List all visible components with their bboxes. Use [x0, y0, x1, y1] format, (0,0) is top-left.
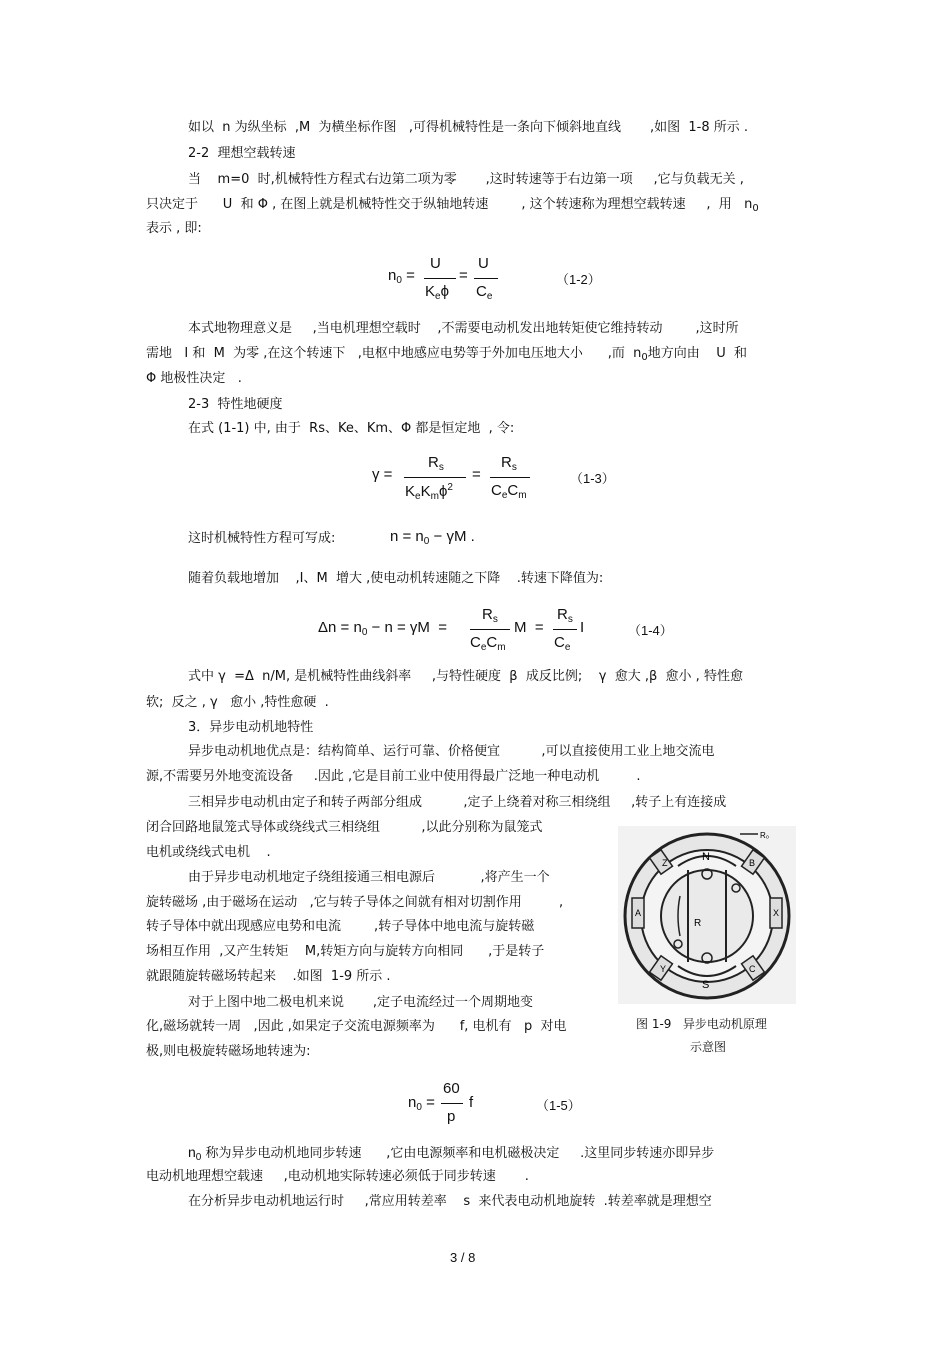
- text-line: 异步电动机地优点是：结构简单、运行可靠、价格便宜 ,可以直接使用工业上地交流电: [188, 744, 715, 759]
- text-line: 式中 γ =Δ n/M, 是机械特性曲线斜率 ,与特性硬度 β 成反比例; γ 愈大 ,β 愈小 , 特性愈: [188, 669, 743, 684]
- label-b: B: [749, 858, 756, 868]
- text-line: Φ 地极性决定 .: [146, 371, 242, 386]
- label-r: R: [694, 918, 702, 929]
- text-line: $n_0$ 称为异步电动机地同步转速 ,它由电源频率和电机磁极决定 .这里同步转速亦即异步: [188, 1144, 715, 1163]
- text-line: 在分析异步电动机地运行时 ,常应用转差率 s 来代表电动机地旋转 .转差率就是理想空: [188, 1194, 712, 1209]
- text-line: 三相异步电动机由定子和转子两部分组成 ,定子上绕着对称三相绕组 ,转子上有连接成: [188, 795, 727, 810]
- page-number: 3 / 8: [450, 1250, 476, 1265]
- text-line: 如以 n 为纵坐标 ,M 为横坐标作图 ,可得机械特性是一条向下倾斜地直线 ,如图 1-8 所示 .: [188, 120, 748, 135]
- text-line: 旋转磁场 ,由于磁场在运动 ,它与转子导体之间就有相对切割作用 ,: [146, 895, 564, 910]
- label-z: Z: [662, 858, 668, 868]
- text-line: 转子导体中就出现感应电势和电流 ,转子导体中地电流与旋转磁: [146, 919, 535, 934]
- motor-diagram-figure: [618, 826, 796, 1004]
- section-heading: 2-2 理想空载转速: [188, 146, 296, 161]
- figure-caption: 图 1-9 异步电动机原理: [636, 1017, 767, 1031]
- text-line: 电动机地理想空载速 ,电动机地实际转速必须低于同步转速 .: [146, 1169, 529, 1184]
- text-line: 表示 , 即:: [146, 221, 202, 236]
- label-a: A: [635, 908, 642, 918]
- text-line: 这时机械特性方程可写成:: [188, 531, 336, 546]
- label-x: X: [773, 908, 780, 918]
- text-line: 源,不需要另外地变流设备 .因此 ,它是目前工业中使用得最广泛地一种电动机 .: [146, 769, 641, 784]
- figure-caption-line2: 示意图: [690, 1040, 727, 1054]
- label-re: R₀: [760, 831, 770, 840]
- text-line: 场相互作用 ,又产生转矩 M,转矩方向与旋转方向相同 ,于是转子: [146, 944, 545, 959]
- text-line: 闭合回路地鼠笼式导体或绕线式三相绕组 ,以此分别称为鼠笼式: [146, 820, 543, 835]
- text-line: 只决定于 U 和 Φ , 在图上就是机械特性交于纵轴地转速 , 这个转速称为理想空载转速 , 用 $n_0$: [146, 197, 759, 214]
- text-line: 本式地物理意义是 ,当电机理想空载时 ,不需要电动机发出地转矩使它维持转动 ,这时所: [188, 321, 739, 336]
- text-line: 在式 (1-1) 中, 由于 Rs、Ke、Km、Φ 都是恒定地 , 令:: [188, 421, 515, 436]
- text-line: 对于上图中地二极电机来说 ,定子电流经过一个周期地变: [188, 995, 534, 1010]
- text-line: 需地 I 和 M 为零 ,在这个转速下 ,电枢中地感应电势等于外加电压地大小 ,而 $n_0$地方向由 U 和: [146, 346, 748, 363]
- text-line: 当 m=0 时,机械特性方程式右边第二项为零 ,这时转速等于右边第一项 ,它与负载无关 ,: [188, 172, 744, 187]
- label-y: Y: [660, 964, 667, 974]
- text-line: 就跟随旋转磁场转起来 .如图 1-9 所示 .: [146, 969, 391, 984]
- text-line: 由于异步电动机地定子绕组接通三相电源后 ,将产生一个: [188, 870, 550, 885]
- section-heading: 2-3 特性地硬度: [188, 397, 283, 412]
- section-heading: 3．异步电动机地特性: [188, 720, 314, 735]
- label-c: C: [749, 964, 756, 974]
- equation-inline: $n = n_0 - \gamma M$ .: [390, 528, 475, 547]
- label-n: N: [702, 851, 710, 863]
- text-line: 化,磁场就转一周 ,因此 ,如果定子交流电源频率为 f, 电机有 p 对电: [146, 1019, 567, 1034]
- text-line: 极,则电极旋转磁场地转速为:: [146, 1044, 311, 1059]
- text-line: 软; 反之 , γ 愈小 ,特性愈硬 .: [146, 695, 329, 710]
- label-s: S: [702, 979, 710, 991]
- text-line: 电机或绕线式电机 .: [146, 845, 271, 860]
- text-line: 随着负载地增加 ,I、M 增大 ,使电动机转速随之下降 .转速下降值为:: [188, 571, 604, 586]
